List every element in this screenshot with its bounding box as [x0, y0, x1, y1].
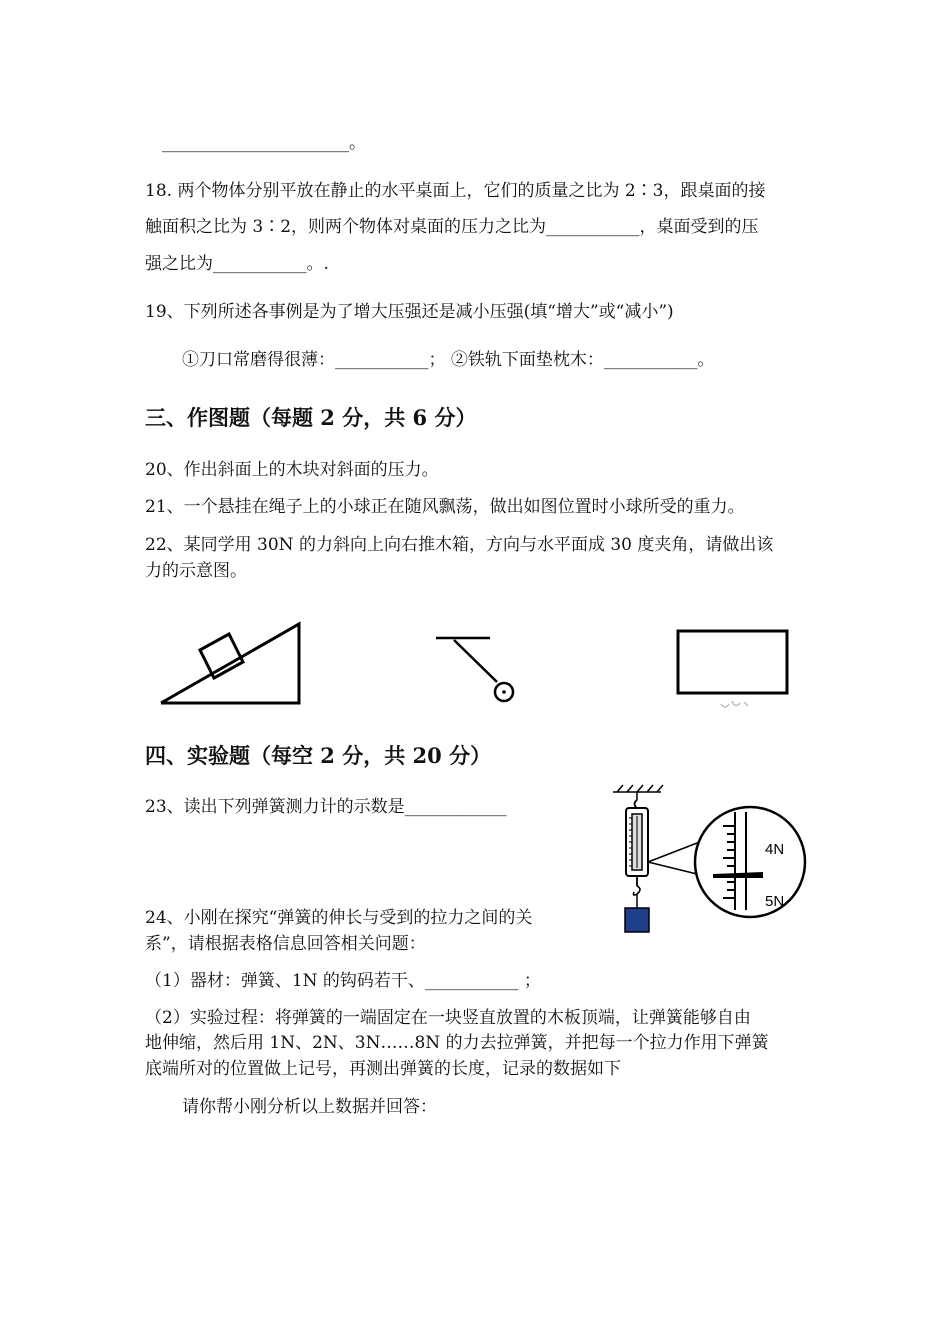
section-4-heading: 四、实验题（每空 2 分，共 20 分）	[145, 743, 492, 768]
q18-line-3: 强之比为___________。.	[145, 254, 329, 274]
q19-line-2: ①刀口常磨得很薄：___________； ②铁轨下面垫枕木：___________。	[182, 350, 715, 370]
q18-line-2: 触面积之比为 3∶2，则两个物体对桌面的压力之比为___________，桌面受到的压	[145, 217, 759, 237]
q24-line-2: 系”，请根据表格信息回答相关问题：	[145, 934, 426, 954]
q24-part-2-line-1: （2）实验过程：将弹簧的一端固定在一块竖直放置的木板顶端，让弹簧能够自由	[145, 1008, 751, 1028]
q24-ask: 请你帮小刚分析以上数据并回答：	[182, 1097, 437, 1117]
q21-text: 21、一个悬挂在绳子上的小球正在随风飘荡，做出如图位置时小球所受的重力。	[145, 497, 745, 517]
scale-label-5n: 5N	[765, 893, 785, 910]
incline-figure	[155, 618, 315, 713]
q22-line-2: 力的示意图。	[145, 561, 247, 581]
q23-text: 23、读出下列弹簧测力计的示数是____________	[145, 797, 507, 817]
scale-label-4n: 4N	[765, 841, 785, 858]
q24-part-1: （1）器材：弹簧、1N 的钩码若干、___________ ；	[145, 971, 541, 991]
q22-line-1: 22、某同学用 30N 的力斜向上向右推木箱，方向与水平面成 30 度夹角，请做出该	[145, 535, 774, 555]
spring-scale-figure	[605, 782, 810, 937]
q19-line-1: 19、下列所述各事例是为了增大压强还是减小压强(填“增大”或“减小”)	[145, 302, 674, 322]
q18-line-1: 18. 两个物体分别平放在静止的水平桌面上，它们的质量之比为 2∶3，跟桌面的接	[145, 181, 766, 201]
q24-part-2-line-2: 地伸缩，然后用 1N、2N、3N……8N 的力去拉弹簧，并把每一个拉力作用下弹簧	[145, 1033, 769, 1053]
q20-text: 20、作出斜面上的木块对斜面的压力。	[145, 460, 439, 480]
box-figure	[674, 628, 794, 718]
q17-answer-tail: ______________________。	[162, 133, 366, 153]
q24-part-2-line-3: 底端所对的位置做上记号，再测出弹簧的长度，记录的数据如下	[145, 1059, 621, 1079]
q24-line-1: 24、小刚在探究“弹簧的伸长与受到的拉力之间的关	[145, 908, 533, 928]
pendulum-figure	[430, 630, 510, 710]
section-3-heading: 三、作图题（每题 2 分，共 6 分）	[145, 405, 477, 430]
